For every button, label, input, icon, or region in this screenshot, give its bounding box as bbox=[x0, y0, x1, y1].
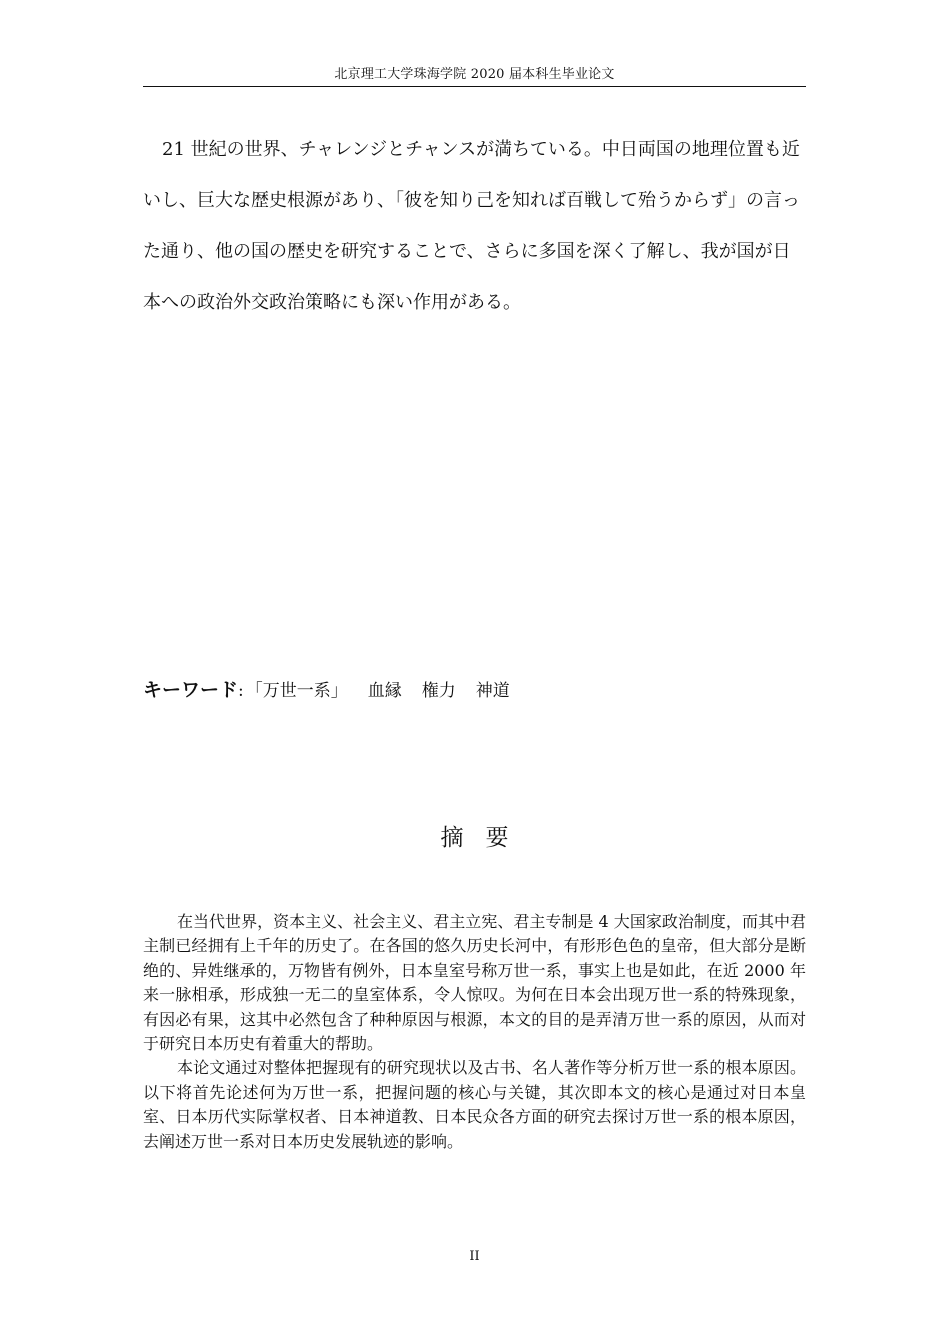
keyword-item: 「万世一系」 bbox=[245, 681, 348, 701]
keywords-line bbox=[143, 676, 806, 705]
keywords-label: キーワード bbox=[143, 679, 239, 701]
running-header: 北京理工大学珠海学院 2020 届本科生毕业论文 bbox=[334, 67, 615, 82]
keyword-item: 権力 bbox=[421, 681, 456, 701]
abstract-paragraph: 在当代世界，资本主义、社会主义、君主立宪、君主专制是 4 大国家政治制度，而其中君主制已经拥有上千年的历史了。在各国的悠久历史长河中，有形形色色的皇帝，但大部分是断绝的、异姓继承的，万物皆有例外，日本皇室号称万世一系，事实上也是如此，在近 2000 年来一脉相承，形成独一无二的皇室体系，令人惊叹。为何在日本会出现万世一系的特殊现象，有因必有果，这其中必然包含了种种原因与根源，本文的目的是弄清万世一系的原因，从而对于研究日本历史有着重大的帮助。 bbox=[143, 912, 806, 1054]
abstract-paragraph: 本论文通过对整体把握现有的研究现状以及古书、名人著作等分析万世一系的根本原因。以下将首先论述何为万世一系，把握问题的核心与关键，其次即本文的核心是通过对日本皇室、日本历代实际掌权者、日本神道教、日本民众各方面的研究去探讨万世一系的根本原因，去阐述万世一系对日本历史发展轨迹的影响。 bbox=[143, 1058, 806, 1151]
japanese-abstract-paragraph: 21 世紀の世界、チャレンジとチャンスが満ちている。中日両国の地理位置も近いし、巨大な歴史根源があり、「彼を知り己を知れば百戦して殆うからず」の言った通り、他の国の歴史を研究することで、さらに多国を深く了解し、我が国が日本への政治外交政治策略にも深い作用がある。 bbox=[143, 139, 800, 313]
page-number: II bbox=[469, 1249, 480, 1264]
abstract-heading-char: 要 bbox=[485, 825, 509, 851]
keywords-separator: : bbox=[238, 681, 244, 701]
abstract-heading-char: 摘 bbox=[440, 825, 464, 851]
header-divider bbox=[143, 86, 806, 87]
abstract-heading bbox=[143, 820, 806, 856]
chinese-abstract-body bbox=[143, 910, 806, 1154]
keyword-item: 血縁 bbox=[367, 681, 402, 701]
keyword-item: 神道 bbox=[475, 681, 510, 701]
